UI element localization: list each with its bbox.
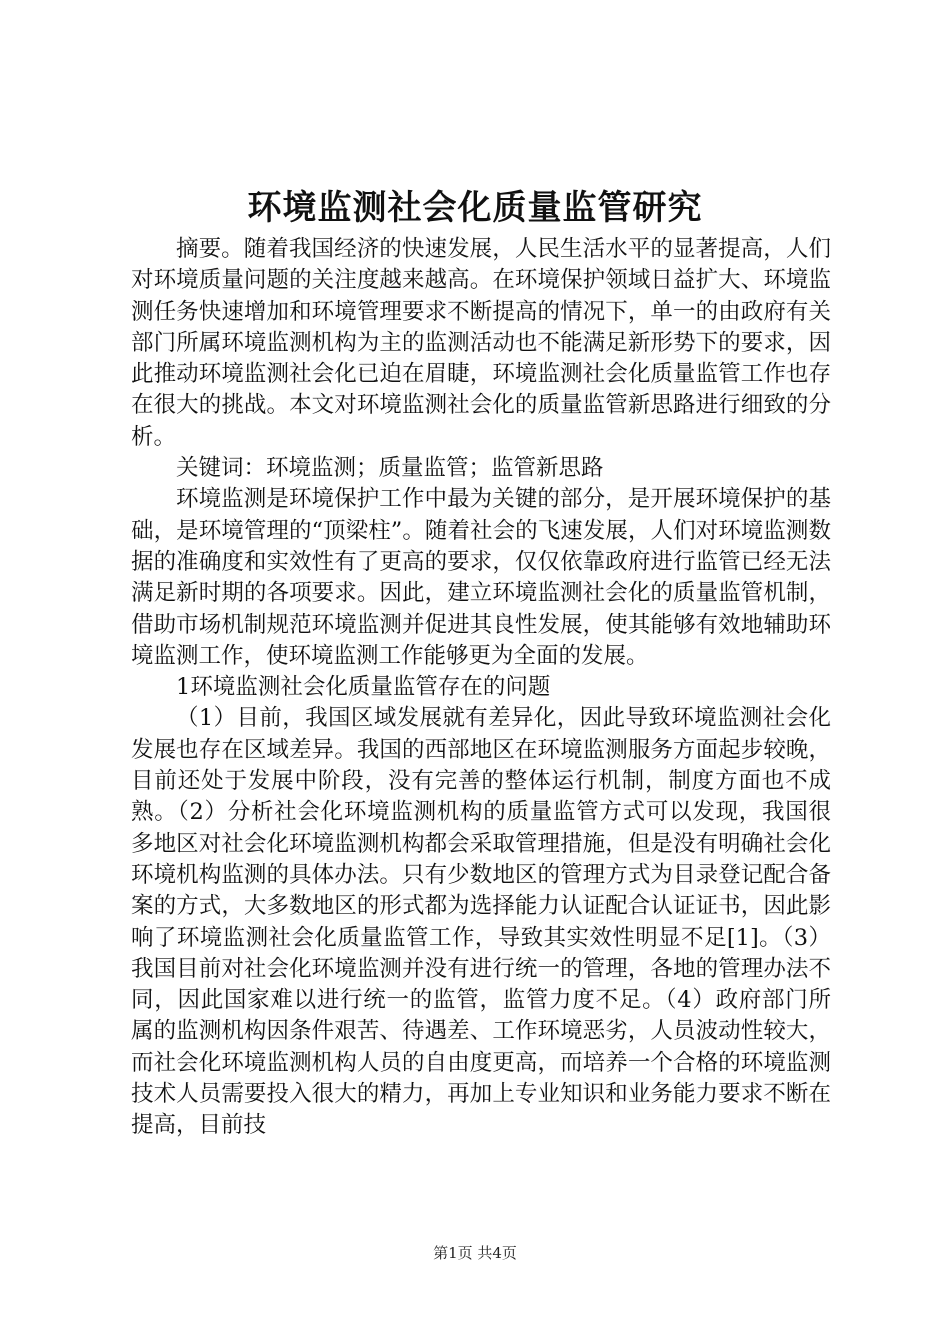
- document-body: [131, 234, 831, 1142]
- intro-paragraph: 环境监测是环境保护工作中最为关键的部分，是开展环境保护的基础，是环境管理的“顶梁柱”。随着社会的飞速发展，人们对环境监测数据的准确度和实效性有了更高的要求，仅仅依靠政府进行监管已经无法满足新时期的各项要求。因此，建立环境监测社会化的质量监管机制，借助市场机制规范环境监测并促进其良性发展，使其能够有效地辅助环境监测工作，使环境监测工作能够更为全面的发展。: [131, 486, 831, 669]
- problems-paragraph: （1）目前，我国区域发展就有差异化，因此导致环境监测社会化发展也存在区域差异。我国的西部地区在环境监测服务方面起步较晚，目前还处于发展中阶段，没有完善的整体运行机制，制度方面也不成熟。（2）分析社会化环境监测机构的质量监管方式可以发现，我国很多地区对社会化环境监测机构都会采取管理措施，但是没有明确社会化环境机构监测的具体办法。只有少数地区的管理方式为目录登记配合备案的方式，大多数地区的形式都为选择能力认证配合认证证书，因此影响了环境监测社会化质量监管工作，导致其实效性明显不足[1]。（3）我国目前对社会化环境监测并没有进行统一的管理，各地的管理办法不同，因此国家难以进行统一的监管，监管力度不足。（4）政府部门所属的监测机构因条件艰苦、待遇差、工作环境恶劣，人员波动性较大，而社会化环境监测机构人员的自由度更高，而培养一个合格的环境监测技术人员需要投入很大的精力，再加上专业知识和业务能力要求不断在提高，目前技: [131, 705, 831, 1139]
- document-title: 环境监测社会化质量监管研究: [247, 188, 703, 228]
- abstract-paragraph: 摘要。随着我国经济的快速发展，人民生活水平的显著提高，人们对环境质量问题的关注度越来越高。在环境保护领域日益扩大、环境监测任务快速增加和环境管理要求不断提高的情况下，单一的由政府有关部门所属环境监测机构为主的监测活动也不能满足新形势下的要求，因此推动环境监测社会化已迫在眉睫，环境监测社会化质量监管工作也存在很大的挑战。本文对环境监测社会化的质量监管新思路进行细致的分析。: [131, 236, 831, 450]
- page-number-footer: 第1页 共4页: [433, 1244, 517, 1262]
- section-heading: 1环境监测社会化质量监管存在的问题: [176, 674, 551, 701]
- keywords-paragraph: 关键词：环境监测；质量监管；监管新思路: [176, 455, 604, 482]
